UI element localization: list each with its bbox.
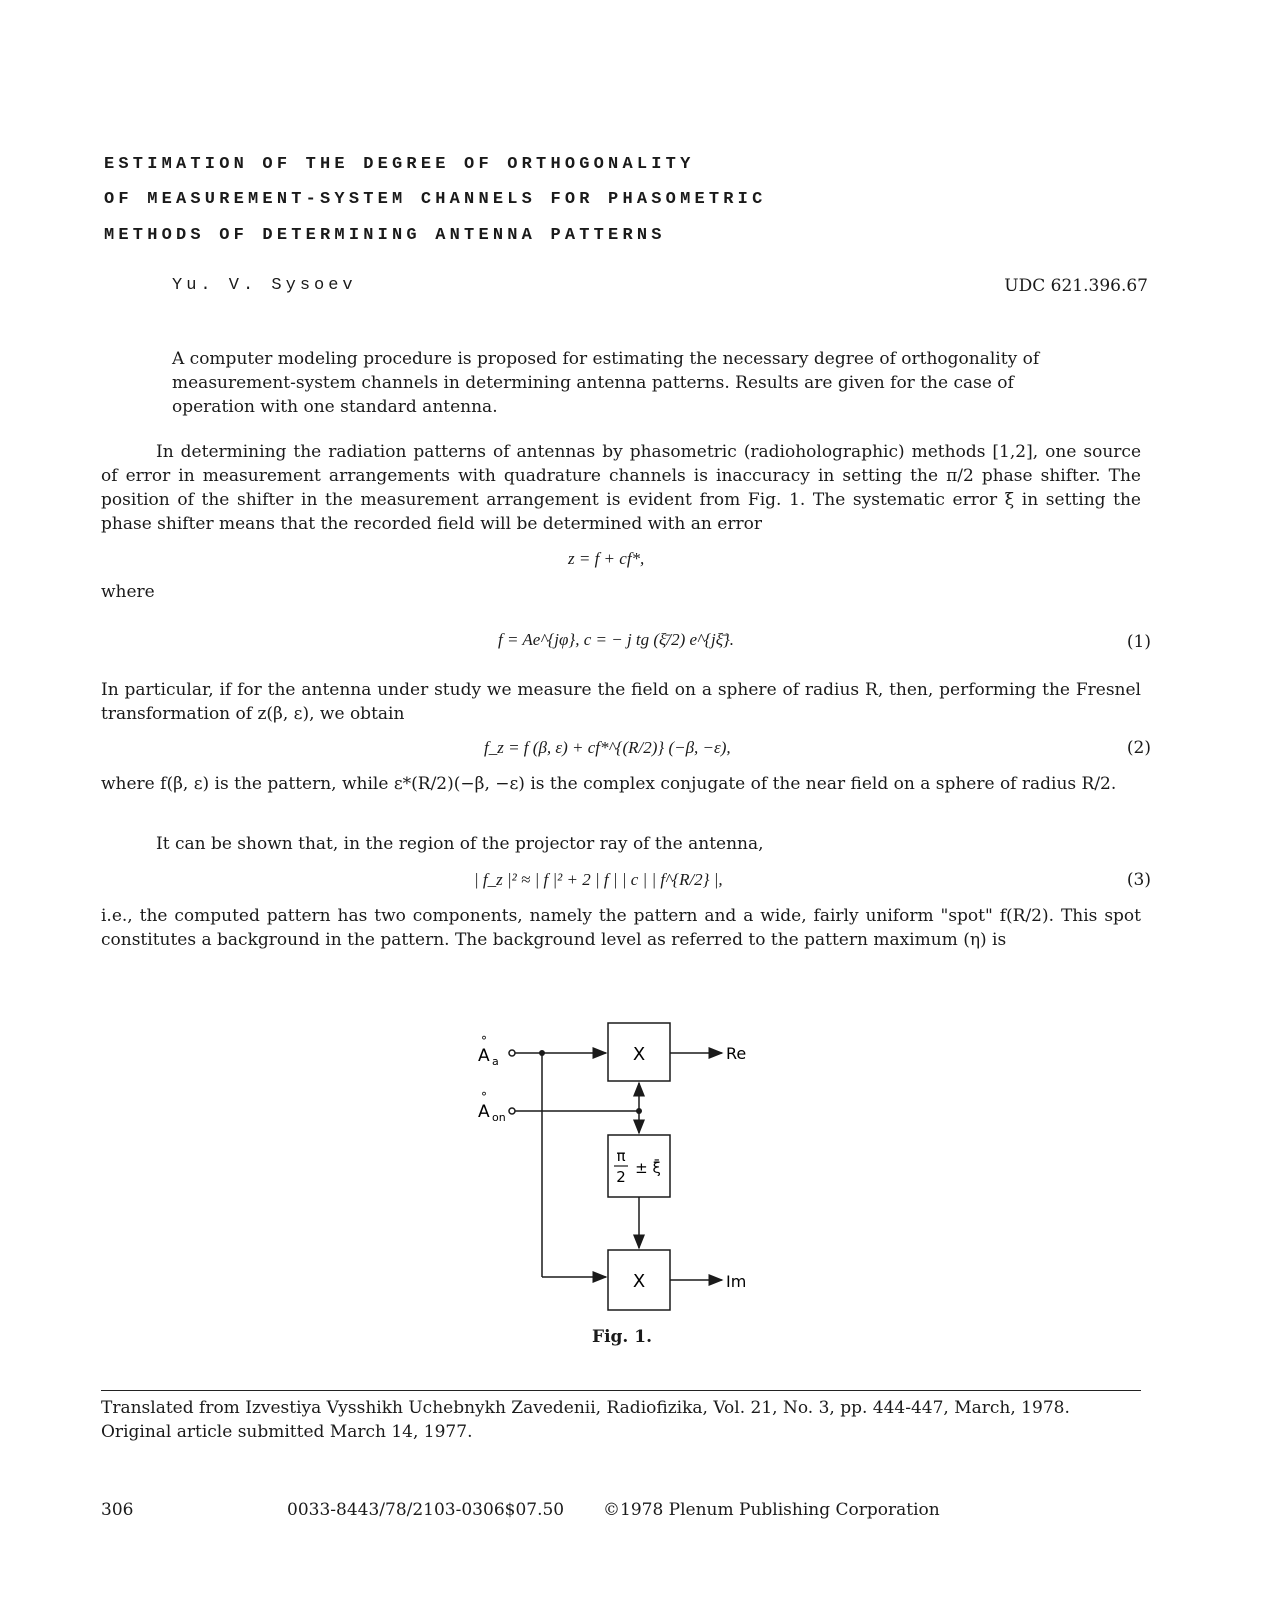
phase-shift-numerator: π	[616, 1147, 626, 1165]
equation-2: f_z = f (β, ε) + cf*^{(R/2)} (−β, −ε),	[484, 738, 731, 757]
equation-1-number: (1)	[1126, 632, 1151, 652]
output-re-label: Re	[726, 1044, 747, 1063]
input-on-terminal	[509, 1108, 515, 1114]
paragraph-2: In particular, if for the antenna under study we measure the field on a sphere of radius R, then, performing the Fresnel transformation of z(β, ε), we obtain	[101, 680, 1141, 724]
udc-code: UDC 621.396.67	[1004, 276, 1148, 296]
input-on-label: A	[478, 1102, 490, 1122]
paragraph-5: i.e., the computed pattern has two components, namely the pattern and a wide, fairly uniform "spot" f(R/2). This spot constitutes a background in the pattern. The background level as referred to the pattern maximum (η) is	[101, 906, 1141, 950]
abstract: A computer modeling procedure is proposed for estimating the necessary degree of orthogonality of measurement-system channels in determining antenna patterns. Results are given for the case of operation with one standard antenna.	[172, 349, 1040, 417]
phase-shift-error: ± ξ̄	[635, 1159, 661, 1177]
footnote-rule	[101, 1390, 1141, 1391]
input-a-subscript: a	[492, 1055, 499, 1068]
input-a-label: A	[478, 1046, 490, 1066]
equation-0: z = f + cf*,	[568, 549, 645, 568]
svg-text:°: °	[481, 1090, 487, 1104]
author: Yu. V. Sysoev	[172, 276, 357, 295]
figure-caption: Fig. 1.	[592, 1327, 652, 1347]
output-im-label: Im	[726, 1272, 747, 1291]
input-on-subscript: on	[492, 1111, 506, 1124]
paragraph-3: where f(β, ε) is the pattern, while ε*(R/2)(−β, −ε) is the complex conjugate of the near field on a sphere of radius R/2.	[101, 774, 1117, 794]
title-line-3: METHODS OF DETERMINING ANTENNA PATTERNS	[104, 226, 666, 245]
equation-3-number: (3)	[1126, 870, 1151, 890]
where-label: where	[101, 582, 155, 602]
equation-2-number: (2)	[1126, 738, 1151, 758]
paragraph-1: In determining the radiation patterns of antennas by phasometric (radioholographic) methods [1,2], one source of error in measurement arrangements with quadrature channels is inaccuracy in setting the π/2 phase shifter. The position of the shifter in the measurement arrangement is evident from Fig. 1. The systematic error ξ in setting the phase shifter means that the recorded field will be determined with an error	[101, 442, 1141, 534]
title-line-2: OF MEASUREMENT-SYSTEM CHANNELS FOR PHASOMETRIC	[104, 190, 767, 209]
page-number: 306	[101, 1500, 134, 1520]
equation-1: f = Ae^{jφ}, c = − j tg (ξ̄/2) e^{jξ̄}.	[498, 630, 735, 649]
footnote: Translated from Izvestiya Vysshikh Uchebnykh Zavedenii, Radiofizika, Vol. 21, No. 3, pp. 444-447, March, 1978. Original article submitted March 14, 1977.	[101, 1398, 1070, 1442]
multiplier-bottom-label: X	[632, 1271, 646, 1292]
equation-3: | f_z |² ≈ | f |² + 2 | f | | c | | f^{R/2} |,	[474, 870, 723, 889]
multiplier-top-label: X	[632, 1044, 646, 1065]
copyright: ©1978 Plenum Publishing Corporation	[603, 1500, 940, 1520]
paragraph-4: It can be shown that, in the region of the projector ray of the antenna,	[156, 834, 764, 854]
input-a-terminal	[509, 1050, 515, 1056]
svg-text:°: °	[481, 1034, 487, 1048]
article-code: 0033-8443/78/2103-0306$07.50	[287, 1500, 565, 1520]
title-line-1: ESTIMATION OF THE DEGREE OF ORTHOGONALITY	[104, 155, 695, 174]
figure-1-diagram	[460, 1015, 780, 1355]
phase-shift-denominator: 2	[616, 1168, 626, 1186]
